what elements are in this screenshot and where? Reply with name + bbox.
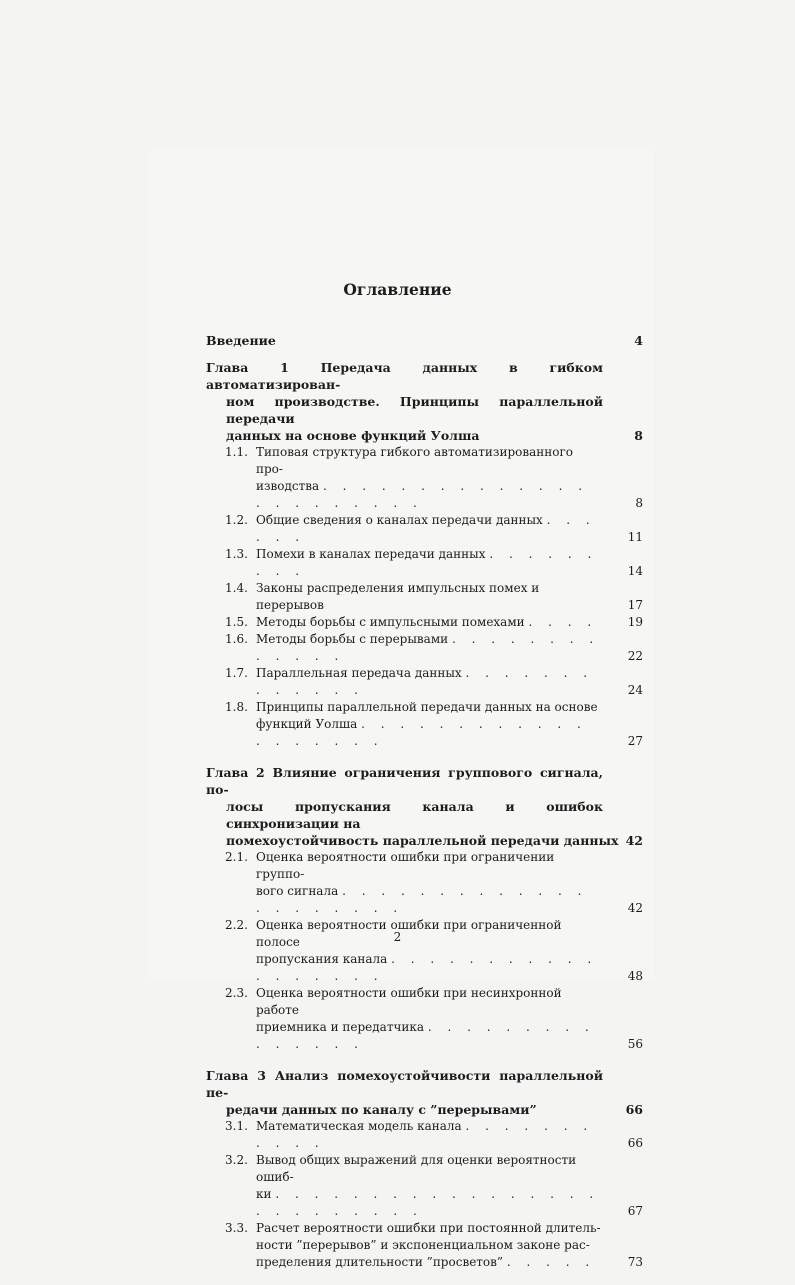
section-page: 8 xyxy=(635,496,643,510)
section-number: 1.8. xyxy=(225,700,248,714)
leader-dots: . . . . . xyxy=(506,1255,596,1269)
toc-chapter-1-heading[interactable] xyxy=(206,359,643,444)
section-title: Оценка вероятности ошибки при ограничении группо- xyxy=(256,850,555,881)
section-number: 1.2. xyxy=(225,513,248,527)
leader-dots: . . . . . . . . . . . . . . . . . . xyxy=(256,952,598,983)
section-number: 1.6. xyxy=(225,632,248,646)
leader-dots: . . . . . . . . . . . . . . . . . . . xyxy=(256,717,587,748)
section-title: Методы борьбы с перерывами xyxy=(256,632,449,646)
chapter-2-line-1: Глава 2 Влияние ограничения группового сигнала, по- xyxy=(206,765,603,797)
toc-section-1-1[interactable] xyxy=(206,444,643,512)
section-title-cont: приемника и передатчика . . . . . . . . . . . . . . . xyxy=(256,1020,595,1051)
section-title: Принципы параллельной передачи данных на основе xyxy=(256,700,598,714)
section-number: 2.2. xyxy=(225,918,248,932)
toc-intro[interactable] xyxy=(206,332,643,349)
chapter-3-line-1: Глава 3 Анализ помехоустойчивости параллельной пе- xyxy=(206,1068,603,1100)
section-title: Оценка вероятности ошибки при несинхронной работе xyxy=(256,986,562,1017)
section-page: 67 xyxy=(627,1204,643,1218)
section-title-cont: функций Уолша . . . . . . . . . . . . . . . . . . . xyxy=(256,717,587,748)
section-title-cont: пределения длительности ”просветов” . . . . . xyxy=(256,1255,596,1269)
section-page: 22 xyxy=(627,649,643,663)
toc-section-1-3[interactable] xyxy=(206,546,643,580)
section-page: 42 xyxy=(627,901,643,915)
section-page: 66 xyxy=(627,1136,643,1150)
toc-section-3-1[interactable] xyxy=(206,1118,643,1152)
leader-dots: . . . . . . . . . . . . . . . . . . . . . . . . . . xyxy=(256,1187,600,1218)
toc-section-3-2[interactable] xyxy=(206,1152,643,1220)
toc-section-1-5[interactable] xyxy=(206,614,643,631)
section-page: 56 xyxy=(627,1037,643,1051)
toc-section-3-3[interactable] xyxy=(206,1220,643,1271)
leader-dots: . . . . . . . . . . . . . . . . . . . . . xyxy=(256,884,588,915)
toc-intro-page: 4 xyxy=(634,333,643,348)
chapter-3-line-2: редачи данных по каналу с ”перерывами” xyxy=(226,1102,537,1117)
toc-section-2-1[interactable] xyxy=(206,849,643,917)
toc-section-1-7[interactable] xyxy=(206,665,643,699)
section-title-cont: пропускания канала . . . . . . . . . . . . . . . . . . xyxy=(256,952,598,983)
chapter-1-line-2: ном производстве. Принципы параллельной передачи xyxy=(226,394,603,426)
section-page: 73 xyxy=(627,1255,643,1269)
section-title: Помехи в каналах передачи данных xyxy=(256,547,486,561)
chapter-2-page: 42 xyxy=(625,833,643,848)
section-number: 1.7. xyxy=(225,666,248,680)
chapter-1-line-3: данных на основе функций Уолша xyxy=(226,428,480,443)
section-title: Вывод общих выражений для оценки вероятности ошиб- xyxy=(256,1153,577,1184)
section-page: 14 xyxy=(627,564,643,578)
section-title: Методы борьбы с импульсными помехами xyxy=(256,615,525,629)
page-number: 2 xyxy=(393,930,402,944)
section-title: Оценка вероятности ошибки при ограниченной полосе xyxy=(256,918,562,949)
section-title: Параллельная передача данных xyxy=(256,666,462,680)
leader-dots: . . . . . . . . . . . . . . . xyxy=(256,1020,595,1051)
section-number: 3.3. xyxy=(225,1221,248,1235)
page-title: Оглавление xyxy=(343,280,452,299)
section-page: 17 xyxy=(627,598,643,612)
section-page: 24 xyxy=(627,683,643,697)
section-title-cont: ности ”перерывов” и экспоненциальном законе рас- xyxy=(256,1238,590,1252)
section-page: 48 xyxy=(627,969,643,983)
section-number: 1.5. xyxy=(225,615,248,629)
toc-section-1-4[interactable] xyxy=(206,580,643,614)
toc-section-2-2[interactable] xyxy=(206,917,643,985)
leader-dots: . . . . . . . . . xyxy=(256,547,598,578)
section-number: 2.3. xyxy=(225,986,248,1000)
section-page: 11 xyxy=(627,530,643,544)
section-number: 1.1. xyxy=(225,445,248,459)
section-title: Расчет вероятности ошибки при постоянной длитель- xyxy=(256,1221,601,1235)
leader-dots: . . . . . . . . . . . . . xyxy=(256,666,594,697)
table-of-contents xyxy=(206,332,643,1285)
toc-chapter-3 xyxy=(206,1067,643,1271)
leader-dots: . . . . . . . . . . . . . xyxy=(256,632,600,663)
chapter-3-page: 66 xyxy=(625,1102,643,1117)
section-title-cont: изводства . . . . . . . . . . . . . . . . . . . . . . . xyxy=(256,479,589,510)
section-number: 3.2. xyxy=(225,1153,248,1167)
section-title-cont: ки . . . . . . . . . . . . . . . . . . . . . . . . . . xyxy=(256,1187,600,1218)
toc-chapter-3-heading[interactable] xyxy=(206,1067,643,1118)
chapter-1-line-1: Глава 1 Передача данных в гибком автоматизирован- xyxy=(206,360,603,392)
section-number: 1.4. xyxy=(225,581,248,595)
section-number: 3.1. xyxy=(225,1119,248,1133)
section-title: Типовая структура гибкого автоматизированного про- xyxy=(256,445,574,476)
leader-dots: . . . . . . . . . . . . . . . . . . . . . . . xyxy=(256,479,589,510)
leader-dots: . . . . xyxy=(528,615,598,629)
section-number: 1.3. xyxy=(225,547,248,561)
leader-dots: . . . . . . xyxy=(256,513,596,544)
section-page: 27 xyxy=(627,734,643,748)
toc-chapter-2 xyxy=(206,764,643,1053)
section-title: Общие сведения о каналах передачи данных xyxy=(256,513,543,527)
toc-intro-label: Введение xyxy=(206,333,276,348)
section-number: 2.1. xyxy=(225,850,248,864)
section-title-cont: вого сигнала . . . . . . . . . . . . . . . . . . . . . xyxy=(256,884,588,915)
chapter-2-line-2: лосы пропускания канала и ошибок синхронизации на xyxy=(226,799,603,831)
chapter-2-line-3: помехоустойчивость параллельной передачи данных xyxy=(226,833,619,848)
leader-dots: . . . . . . . . . . . xyxy=(256,1119,594,1150)
toc-section-1-8[interactable] xyxy=(206,699,643,750)
section-title: Законы распределения импульсных помех и перерывов xyxy=(256,581,540,612)
section-title: Математическая модель канала xyxy=(256,1119,462,1133)
toc-section-1-6[interactable] xyxy=(206,631,643,665)
section-page: 19 xyxy=(627,615,643,629)
toc-chapter-1 xyxy=(206,359,643,750)
toc-section-2-3[interactable] xyxy=(206,985,643,1053)
chapter-1-page: 8 xyxy=(634,428,643,443)
toc-section-1-2[interactable] xyxy=(206,512,643,546)
toc-chapter-2-heading[interactable] xyxy=(206,764,643,849)
